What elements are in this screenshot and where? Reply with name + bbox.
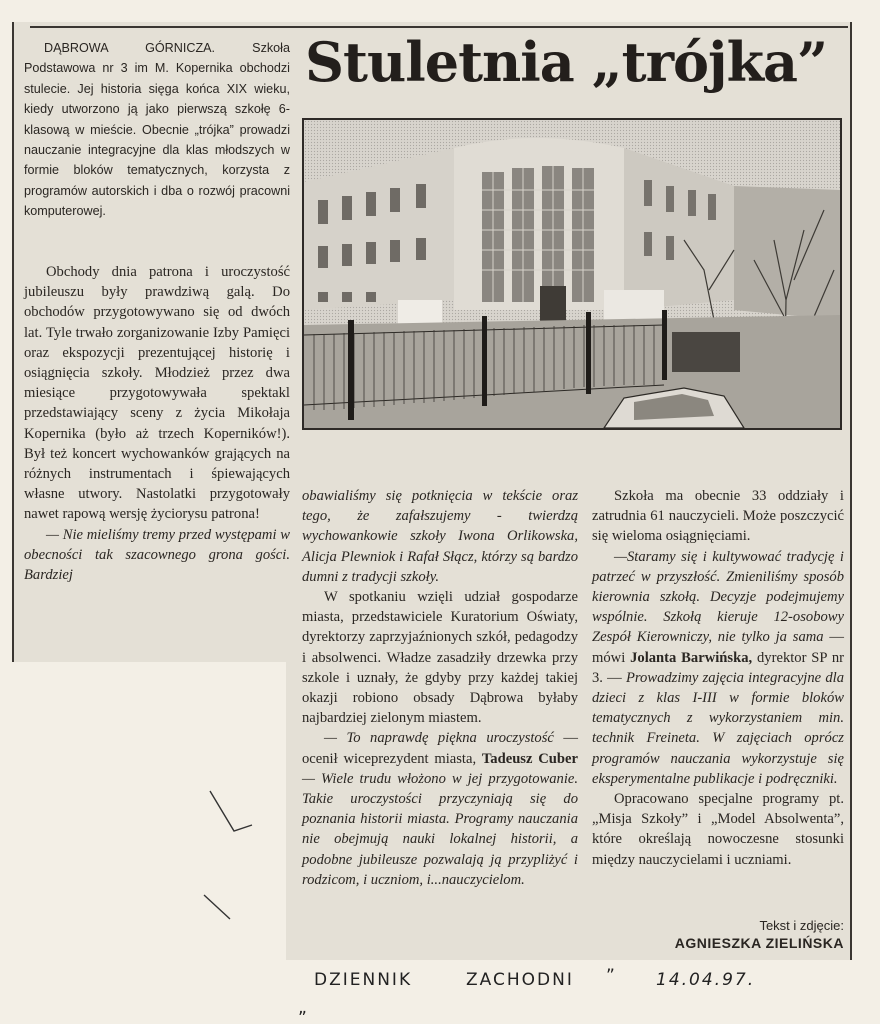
- col2-paragraph-vicepresident: [302, 728, 578, 890]
- col2-said: —ocenił wiceprezydent miasta,: [302, 730, 578, 767]
- col3-paragraph-stats: Szkoła ma obecnie 33 oddziały i zatrudnia 61 nauczycieli. Może poszczycić się wieloma osiągnięciami.: [592, 488, 844, 545]
- handwritten-date: 14.04.97.: [656, 970, 756, 990]
- handwritten-close-quote: ”: [606, 966, 617, 986]
- person-name-cuber: Tadeusz Cuber: [481, 750, 578, 767]
- lead-paragraph: DĄBROWA GÓRNICZA. Szkoła Podstawowa nr 3 im M. Kopernika obchodzi stulecie. Jej historia sięga końca XIX wieku, kiedy utworzono ją jako pierwszą szkołę 6-klasową w mieście. Obecnie „trójka” prowadzi nauczanie integracyjne dla klas młodszych w formie bloków tematycznych, korzysta z programów autorskich i dba o rozwój pracowni komputerowej.: [24, 41, 290, 219]
- col2-paragraph-guests: W spotkaniu wzięli udział gospodarze miasta, przedstawiciele Kuratorium Oświaty, dyrektorzy zaprzyjaźnionych szkół, pedagodzy i absolwenci. Władze zasadziły drzewka przy szkole i uznały, że gdyby przy każdej takiej okazji robiono obsady Dąbrowa byłaby najbardziej zielonym miastem.: [302, 589, 578, 727]
- byline: [675, 918, 844, 952]
- col2-quote-text: obawialiśmy się potknięcia w tekście oraz tego, że zafałszujemy -: [302, 488, 578, 525]
- col2-quote-rest: — Wiele trudu włożono w jej przygotowanie. Takie uroczystości przyczyniają się do poznania historii miasta. Programy nauczania nie obejmują nauki lokalnej historii, a podobne jubileusze pozwalają ją przypliżyć i rodzicom, i uczniom, i...nauczycielom.: [302, 770, 578, 888]
- byline-author: AGNIESZKA ZIELIŃSKA: [674, 935, 844, 951]
- column-2: [302, 486, 578, 890]
- column-1: [24, 262, 290, 585]
- handwritten-newspaper-word-2: ZACHODNI: [466, 970, 574, 990]
- handwritten-newspaper-word-1: DZIENNIK: [314, 970, 413, 990]
- col3-paragraph-programs: Opracowano specjalne programy pt. „Misja Szkoły” i „Model Absolwenta”, które określają nowoczesne stosunki między nauczycielami i uczniami.: [592, 791, 844, 868]
- handwritten-open-quote: „: [298, 998, 309, 1018]
- person-name-barwinska: Jolanta Barwińska,: [630, 649, 753, 666]
- col1-quote: [24, 525, 290, 586]
- col2-quote-continued: [302, 486, 578, 587]
- column-3: [592, 486, 844, 870]
- col3-title: dyrektor SP nr 3. —: [592, 649, 845, 686]
- col1-paragraph-1: Obchody dnia patrona i uroczystość jubileuszu były prawdziwą galą. Do obchodów przygotowywano się od dwóch lat. Tyle trwało zorganizowanie Izby Pamięci oraz ekspozycji prezentującej historię i osiągnięcia szkoły. Młodzież przez dwa miesiące przygotowywała spektakl przedstawiający sceny z życia Mikołaja Kopernika (było aż trzech Koperników!). Był też koncert wychowanków grających na różnych instrumentach i śpiewających własne utwory. Nastolatki przygotowały nawet rapową wersję życiorysu patrona!: [24, 264, 290, 523]
- pen-mark: [200, 785, 270, 925]
- school-building-photo: [302, 118, 842, 430]
- col3-says: — mówi: [592, 629, 844, 666]
- photo-illustration: [304, 120, 840, 428]
- col1-quote-text: — Nie mieliśmy tremy przed występami w obecności tak szacownego grona gości. Bardziej: [24, 526, 290, 584]
- col2-quote-open: — To naprawdę piękna uroczystość: [324, 730, 554, 747]
- col3-quote-1: —Staramy się i kultywować tradycję i patrzeć w przyszłość. Zmieniliśmy sposób kierownia szkołą. Decyzje podejmujemy wspólnie. Szkołą kieruje 12-osobowy Zespół Kierowniczy, nie tylko ja sama: [592, 548, 844, 646]
- col3-paragraph-director: [592, 547, 844, 789]
- col3-quote-2: Prowadzimy zajęcia integracyjne dla dzieci z klas I-III w formie bloków tematycznych z wykorzystaniem min. technik Freineta. W zajęciach oprócz programów nauczania wykorzystuje się eksperymentalne publikacje i podręczniki.: [592, 669, 844, 787]
- byline-label: Tekst i zdjęcie:: [759, 918, 844, 933]
- headline: Stuletnia „trójka”: [305, 30, 828, 94]
- col2-quote-attribution: twierdzą wychowankowie szkoły Iwona Orlikowska, Alicja Plewniok i Rafał Słącz, którzy są bardzo dumni z tradycji szkoły.: [302, 508, 578, 585]
